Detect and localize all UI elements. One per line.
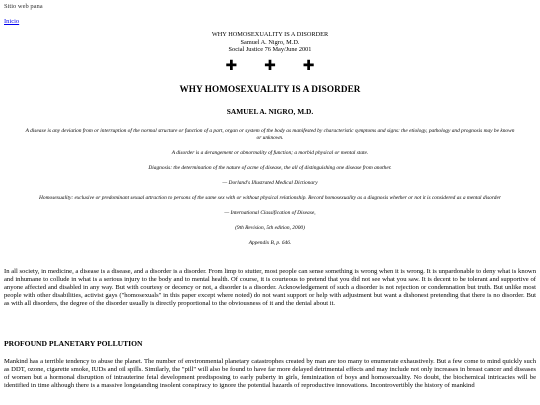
header-title: WHY HOMOSEXUALITY IS A DISORDER (211, 31, 329, 38)
quote-homosexuality: Homosexuality: exclusive or predominant sexual attraction to persons of the same sex with or without physical relationship. Record homosexuality as a diagnosis whether or not it is considered as a mental disorder (39, 195, 501, 201)
quote-disorder: A disorder is a derangement or abnormality of function; a morbid physical or mental state. (171, 150, 369, 156)
body-paragraph: In all society, in medicine, a disease is a disease, and a disorder is a disorder. From limp to stutter, most people can sense something is wrong when it is wrong. It is unpardonable to deny what is known and inhumane to collude in what is a serious injury to the body and to mental health. Of course, it is courteous to pretend that you did not see what you saw. It is decent to be tolerant and supportive of anyone affected and disabled in any way. But with courtesy or decency or not, a disorder is a disorder. Acknowledgement of such a disorder is not rejection or condemnation but truth. But unlike most people with other disabilities, activist gays ("homosexuals" in this paper except where noted) do not want support or help with adjustment but want a dishonest pretending that there is no disorder. But as with all disorders, the degree of the disorder usually is directly proportional to the obviousness of it and the denial about it. (4, 268, 536, 308)
quote-disease: A disease is any deviation from or interruption of the normal structure or function of a part, organ or system of the body as manifested by characteristic symptoms and signs: the etiology, pathology and prognosis may be known or unknown. (25, 128, 515, 141)
header-author: Samuel A. Nigro, M.D. (240, 38, 300, 46)
cross-icon: ✚ (264, 58, 276, 74)
epigraph-quotes (24, 128, 516, 255)
cross-ornaments (0, 58, 540, 74)
home-link[interactable]: Inicio (4, 18, 20, 25)
quote-source: — Dorland's Illustrated Medical Dictionary (222, 180, 318, 186)
cross-icon: ✚ (302, 58, 315, 74)
cross-icon: ✚ (225, 58, 238, 74)
article-author: SAMUEL A. NIGRO, M.D. (226, 107, 314, 116)
article-title: WHY HOMOSEXUALITY IS A DISORDER (179, 84, 361, 94)
body-paragraph: Mankind has a terrible tendency to abuse the planet. The number of environmental planetary catastrophes created by man are too many to enumerate exhaustively. But a few come to mind quickly such as DDT, ozone, cigarette smoke, IUDs and oil spills. Similarly, the "pill" will also be found to have far more delayed detrimental effects and may include not only increases in breast cancer and diseases of women but a hormonal disruption of intrauterine fetal development predisposing to early puberty in girls, feminization of boys and homosexuality. No doubt, the biochemical intricacies will be identified in time although there is a massive longstanding insolent conspiracy to ignore the potential hazards of reproductive innovations. Incontrovertibly the history of mankind (4, 358, 536, 390)
quote-diagnosis: Diagnosis: the determination of the nature of acme of disease, the all of distinguishing one disease from another. (148, 165, 392, 171)
quote-source: — International Classification of Disease, (224, 210, 316, 216)
quote-edition: (9th Revision, 5th edition, 2000) (235, 225, 305, 231)
section-heading: PROFOUND PLANETARY POLLUTION (4, 339, 143, 348)
header-source: Social Justice 76 May/June 2001 (228, 46, 312, 54)
site-name: Sitio web pana (4, 3, 43, 10)
article-header (0, 31, 540, 54)
quote-appendix: Appendix B, p. 646. (248, 240, 292, 246)
